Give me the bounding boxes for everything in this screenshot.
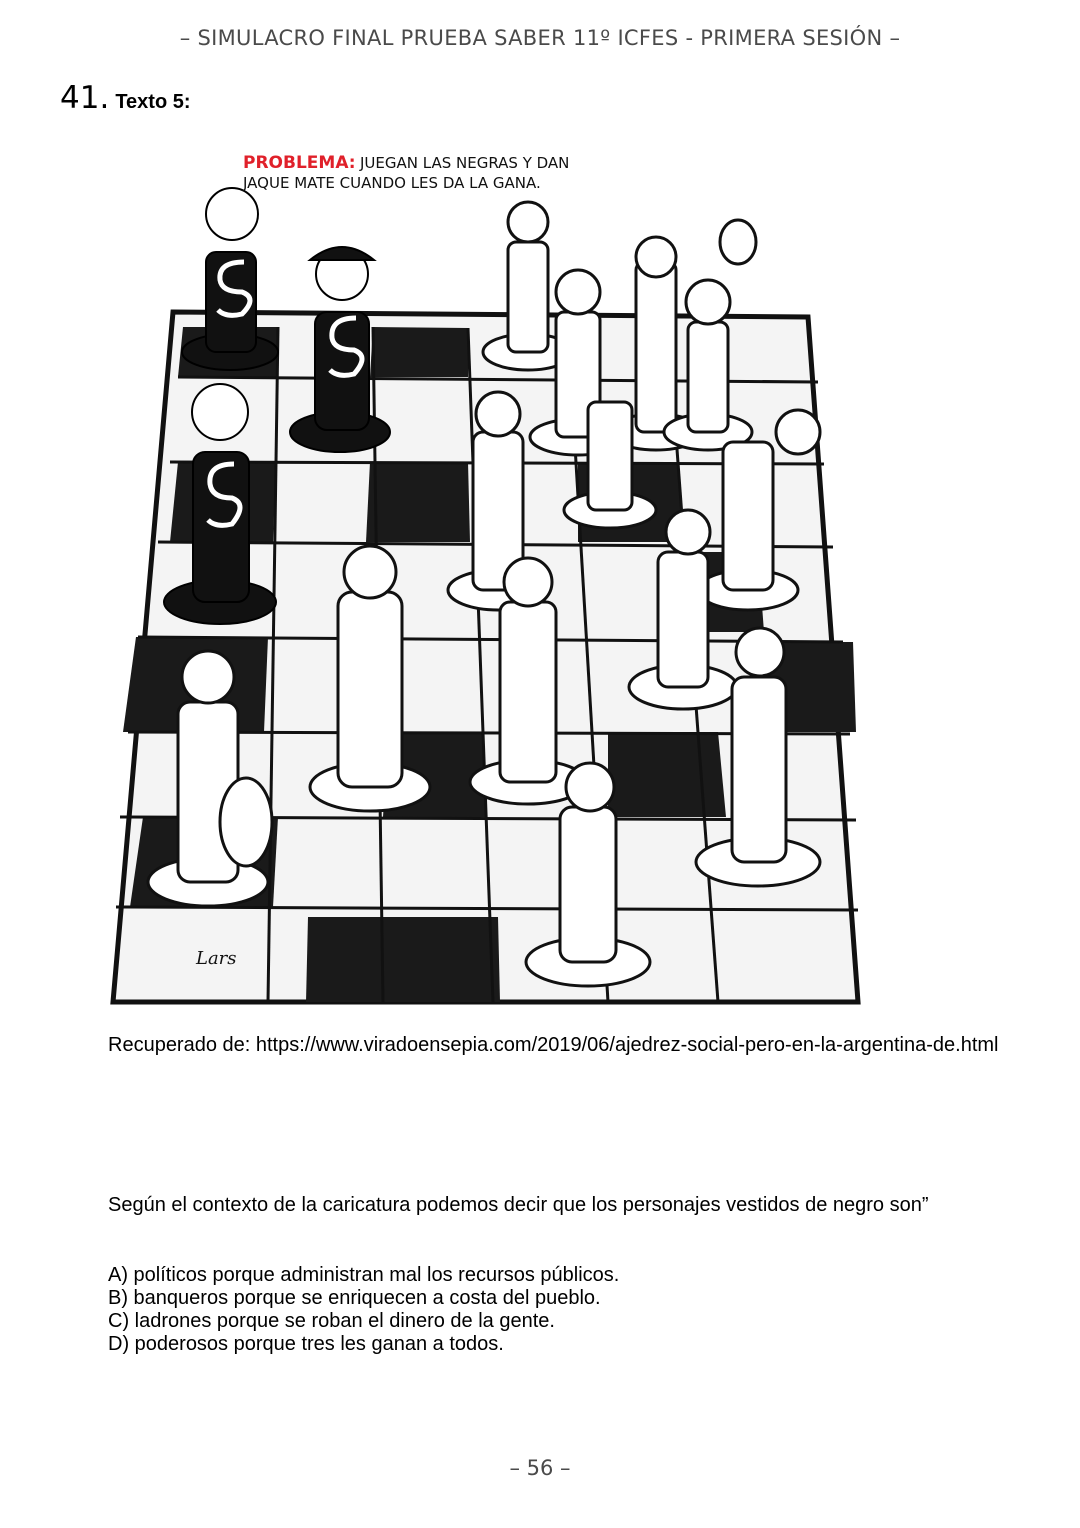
question-heading [60,80,191,116]
chess-cartoon [108,142,862,1012]
question-label: Texto 5: [115,91,191,113]
page-header: – SIMULACRO FINAL PRUEBA SABER 11º ICFES - PRIMERA SESIÓN – [179,26,901,50]
option-c[interactable]: C) ladrones porque se roban el dinero de la gente. [108,1310,555,1332]
question-prompt: Según el contexto de la caricatura podemos decir que los personajes vestidos de negro son” [108,1194,929,1216]
option-a[interactable]: A) políticos porque administran mal los recursos públicos. [108,1264,620,1286]
question-number: 41. [60,80,110,116]
caption-line-2: JAQUE MATE CUANDO LES DA LA GANA. [243,174,541,192]
option-d[interactable]: D) poderosos porque tres les ganan a todos. [108,1333,504,1355]
option-b[interactable]: B) banqueros porque se enriquecen a costa del pueblo. [108,1287,601,1309]
artist-signature: Lars [196,948,237,969]
caption-red: PROBLEMA: [243,153,356,173]
answer-options [108,1264,619,1356]
source-citation: Recuperado de: https://www.viradoensepia.com/2019/06/ajedrez-social-pero-en-la-argentina-de.html [108,1034,999,1056]
caption-line-1: JUEGAN LAS NEGRAS Y DAN [360,154,570,172]
page-number: – 56 – [509,1456,571,1480]
